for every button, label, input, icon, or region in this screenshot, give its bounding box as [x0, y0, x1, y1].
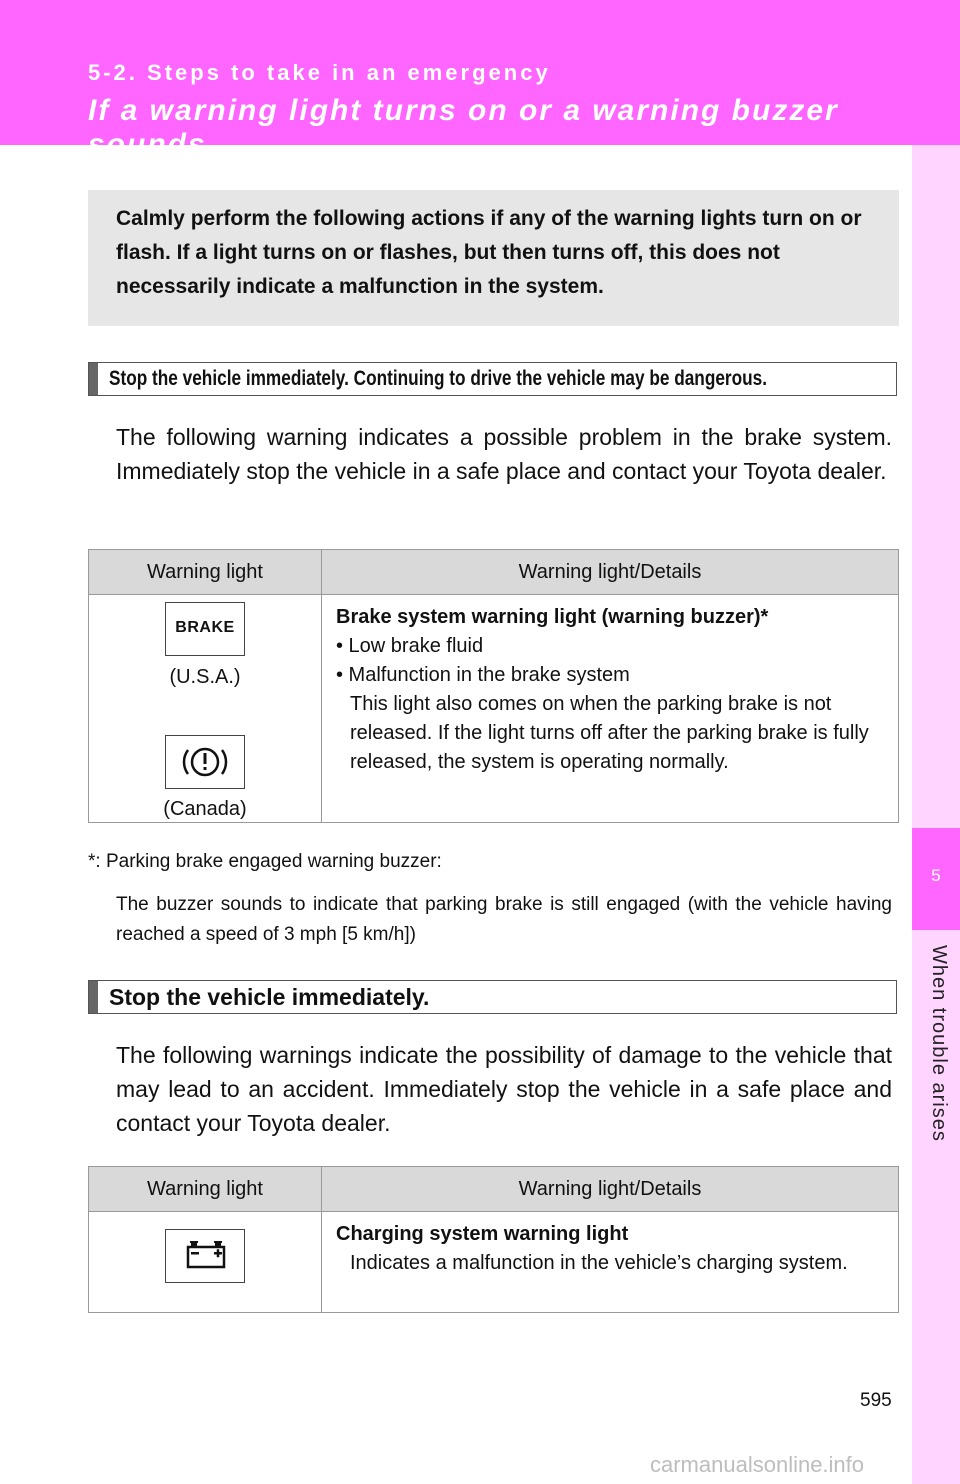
col-header-details: Warning light/Details: [322, 1167, 899, 1212]
table-row: [89, 1212, 899, 1313]
footnote-title: *: Parking brake engaged warning buzzer:: [88, 851, 442, 872]
section2-heading: [88, 980, 897, 1014]
icon-cell: [89, 595, 322, 823]
table-header-row: [89, 1167, 899, 1212]
section1-heading-text: Stop the vehicle immediately. Continuing to drive the vehicle may be dangerous.: [109, 367, 768, 390]
col-header-warning-light: Warning light: [89, 550, 322, 595]
section1-paragraph: The following warning indicates a possible problem in the brake system. Immediately stop the vehicle in a safe place and contact your Toyota dealer.: [116, 424, 892, 484]
section1-heading: [88, 362, 897, 396]
bullet-malfunction: • Malfunction in the brake system: [336, 664, 630, 686]
region-label-usa: (U.S.A.): [169, 666, 241, 688]
col-header-details: Warning light/Details: [322, 550, 899, 595]
detail-title: Brake system warning light (warning buzzer)*: [336, 606, 769, 628]
detail-title: Charging system warning light: [336, 1223, 629, 1245]
icon-cell: [89, 1212, 322, 1313]
heading-marker: [89, 363, 98, 395]
table-header-row: [89, 550, 899, 595]
page-number: 595: [860, 1390, 892, 1411]
bullet-low-fluid: • Low brake fluid: [336, 635, 484, 657]
section2-paragraph: The following warnings indicate the possibility of damage to the vehicle that may lead to an accident. Immediately stop the vehicle in a safe place and contact your Toyota dealer.: [116, 1042, 892, 1136]
details-cell: [322, 595, 899, 823]
section-label: 5-2. Steps to take in an emergency: [88, 60, 551, 85]
chapter-number: 5: [931, 866, 941, 885]
page-title: If a warning light turns on or a warning buzzer sounds...: [88, 94, 839, 161]
col-header-warning-light: Warning light: [89, 1167, 322, 1212]
watermark-text: carmanualsonline.info: [650, 1452, 865, 1477]
table-row: [89, 595, 899, 823]
exclamation-circle-icon: [165, 735, 245, 789]
detail-body: This light also comes on when the parking brake is not released. If the light turns off after the parking brake is fully released, the system is operating normally.: [350, 693, 869, 773]
region-label-canada: (Canada): [163, 798, 247, 820]
heading-marker: [89, 981, 98, 1013]
battery-icon: [165, 1229, 245, 1283]
chapter-label: When trouble arises: [928, 945, 950, 1142]
side-tab: [912, 145, 960, 1484]
brake-icon-text: BRAKE: [175, 619, 235, 636]
details-cell: [322, 1212, 899, 1313]
detail-body: Indicates a malfunction in the vehicle’s charging system.: [350, 1252, 848, 1274]
charging-warning-table: [88, 1166, 899, 1313]
brake-warning-icon: [165, 602, 245, 656]
page-header: [0, 0, 960, 161]
intro-text: Calmly perform the following actions if any of the warning lights turn on or flash. If a light turns on or flashes, but then turns off, this does not necessarily indicate a malfunction in the system.: [116, 207, 862, 298]
section2-heading-text: Stop the vehicle immediately.: [109, 984, 430, 1010]
brake-warning-table: [88, 549, 899, 823]
footnote-body: The buzzer sounds to indicate that parking brake is still engaged (with the vehicle having reached a speed of 3 mph [5 km/h]): [116, 894, 892, 945]
